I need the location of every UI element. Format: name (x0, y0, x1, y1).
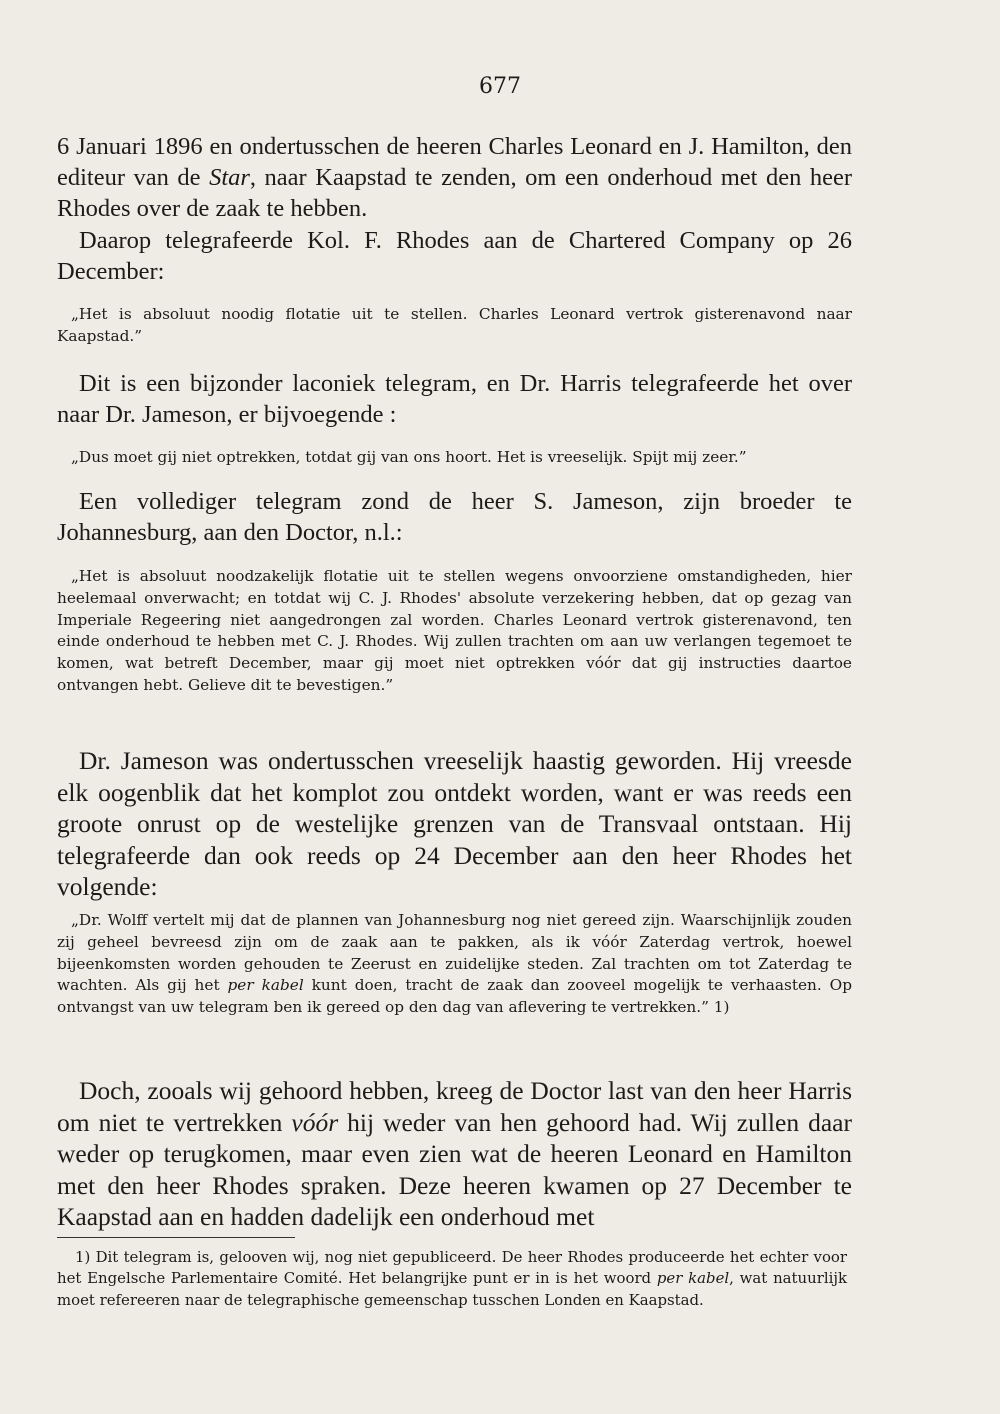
paragraph-continuation (57, 131, 852, 225)
paragraph-fuller-telegram: Een vollediger telegram zond de heer S. Jameson, zijn broeder te Johannesburg, aan den Doctor, n.l.: (57, 488, 852, 547)
emphasis-voor: vóór (291, 1107, 339, 1137)
text-span: Doch, zooals wij gehoord hebben, kreeg de Doctor last van den heer Harris om niet te vertrekken (57, 1076, 852, 1137)
text-span: hij weder van hen gehoord had. Wij zullen daar weder op terugkomen, maar even zien wat de heeren Leonard en Hamilton met den heer Rhodes spraken. Deze heeren kwamen op 27 December te Kaapstad aan en hadden dadelijk een onderhoud met (57, 1107, 852, 1232)
footnote (57, 1247, 847, 1311)
text-span: 1) Dit telegram is, gelooven wij, nog niet gepubliceerd. De heer Rhodes produceerde het echter voor het Engelsche Parlementaire Comité. Het belangrijke punt er in is het woord (57, 1248, 847, 1288)
text-span: 6 Januari 1896 en ondertusschen de heeren Charles Leonard en J. Hamilton, den editeur van de (57, 133, 852, 192)
paragraph-doctor-orders (57, 1075, 852, 1233)
page-number: 677 (479, 74, 521, 99)
paragraph-telegram-intro: Daarop telegrafeerde Kol. F. Rhodes aan de Chartered Company op 26 December: (57, 227, 852, 286)
text-span: kunt doen, tracht de zaak dan zooveel mogelijk te verhaasten. Op ontvangst van uw telegram ben ik gereed op den dag van aflevering te vertrekken.” 1) (57, 976, 852, 1017)
paragraph-laconic: Dit is een bijzonder laconiek telegram, en Dr. Harris telegrafeerde het over naar Dr. Jameson, er bijvoegende : (57, 370, 852, 429)
telegram-quote-1: „Het is absoluut noodig flotatie uit te stellen. Charles Leonard vertrok gisterenavond naar Kaapstad.” (57, 305, 852, 345)
text-span: „Dr. Wolff vertelt mij dat de plannen van Johannesburg nog niet gereed zijn. Waarschijnlijk zouden zij geheel bevreesd zijn om de zaak aan te pakken, als ik vóór Zaterdag vertrok, hoewel bijeenkomsten worden gehouden te Zeerust en zuidelijke steden. Zal trachten om tot Zaterdag te wachten. Als gij het (57, 911, 852, 995)
text-span: , wat natuurlijk moet refereeren naar de telegraphische gemeenschap tusschen Londen en Kaapstad. (57, 1269, 847, 1309)
newspaper-title: Star (209, 164, 250, 192)
telegram-quote-4 (57, 910, 852, 1019)
emphasis-per-kabel: per kabel (227, 976, 304, 995)
paragraph-jameson-haste: Dr. Jameson was ondertusschen vreeselijk haastig geworden. Hij vreesde elk oogenblik dat het komplot zou ontdekt worden, want er was reeds een groote onrust op de westelijke grenzen van de Transvaal ontstaan. Hij telegrafeerde dan ook reeds op 24 December aan den heer Rhodes het volgende: (57, 746, 852, 902)
footnote-divider (57, 1237, 295, 1238)
telegram-quote-2: „Dus moet gij niet optrekken, totdat gij van ons hoort. Het is vreeselijk. Spijt mij zeer.” (71, 448, 747, 466)
emphasis-per-kabel: per kabel (656, 1269, 730, 1288)
text-span: , naar Kaapstad te zenden, om een onderhoud met den heer Rhodes over de zaak te hebben. (57, 164, 852, 223)
telegram-quote-3: „Het is absoluut noodzakelijk flotatie uit te stellen wegens onvoorziene omstandigheden, hier heelemaal onverwacht; en totdat wij C. J. Rhodes' absolute verzekering hebben, dat op gezag van Imperiale Regeering niet aangedrongen zal worden. Charles Leonard vertrok gisterenavond, ten einde onderhoud te hebben met C. J. Rhodes. Wij zullen trachten om aan uw verlangen tegemoet te komen, wat betreft December, maar gij moet niet optrekken vóór dat gij instructies daartoe ontvangen hebt. Gelieve dit te bevestigen.” (57, 567, 852, 694)
